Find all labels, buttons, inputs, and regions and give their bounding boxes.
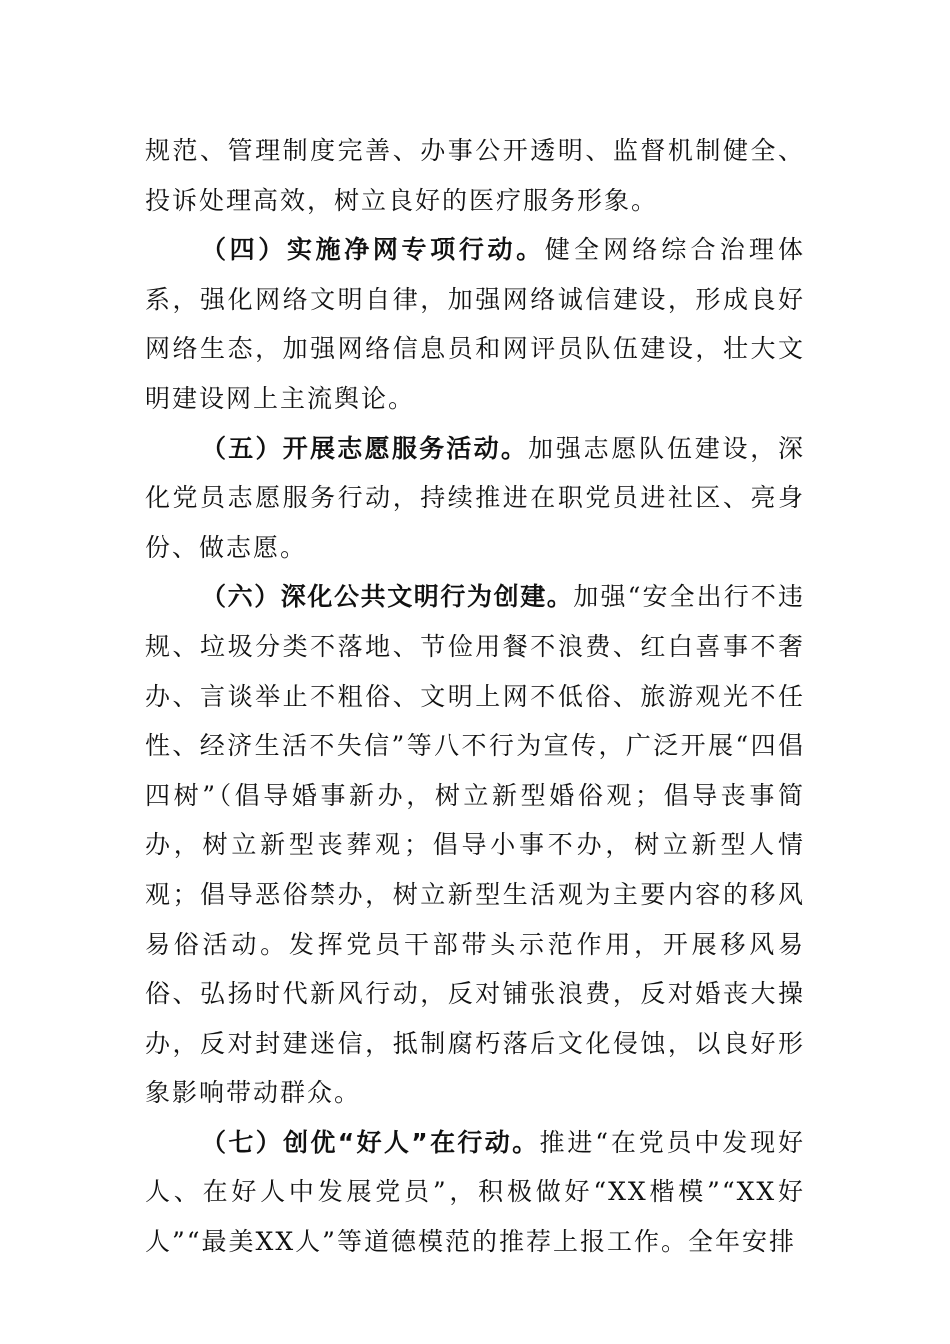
paragraph-section-4	[145, 225, 805, 423]
paragraph-text: 健全网络综合治理体系，强化网络文明自律，加强网络诚信建设，形成良好网络生态，加强网络信息员和网评员队伍建设，壮大文明建设网上主流舆论。	[145, 235, 805, 413]
paragraph-text: 规范、管理制度完善、办事公开透明、监督机制健全、投诉处理高效，树立良好的医疗服务形象。	[145, 136, 805, 215]
section-heading: （五）开展志愿服务活动。	[201, 433, 529, 463]
section-heading: （四）实施净网专项行动。	[201, 235, 545, 265]
paragraph-section-6	[145, 572, 805, 1118]
paragraph-text: 加强“安全出行不违规、垃圾分类不落地、节俭用餐不浪费、红白喜事不奢办、言谈举止不粗俗、文明上网不低俗、旅游观光不任性、经济生活不失信”等八不行为宣传，广泛开展“四倡四树”（倡导婚事新办，树立新型婚俗观；倡导丧事简办，树立新型丧葬观；倡导小事不办，树立新型人情观；倡导恶俗禁办，树立新型生活观为主要内容的移风易俗活动。发挥党员干部带头示范作用，开展移风易俗、弘扬时代新风行动，反对铺张浪费，反对婚丧大操办，反对封建迷信，抵制腐朽落后文化侵蚀，以良好形象影响带动群众。	[145, 582, 805, 1108]
paragraph-section-5	[145, 424, 805, 573]
paragraph-continuation	[145, 126, 805, 225]
paragraph-section-7	[145, 1118, 805, 1267]
paragraph-text: 推进“在党员中发现好人、在好人中发展党员”，积极做好“XX楷模”“XX好人”“最美XX人”等道德模范的推荐上报工作。全年安排	[145, 1127, 805, 1257]
section-heading: （七）创优“好人”在行动。	[201, 1127, 540, 1157]
section-heading: （六）深化公共文明行为创建。	[201, 582, 574, 612]
paragraph-text: 加强志愿队伍建设，深化党员志愿服务行动，持续推进在职党员进社区、亮身份、做志愿。	[145, 433, 805, 562]
document-page	[145, 126, 805, 1267]
